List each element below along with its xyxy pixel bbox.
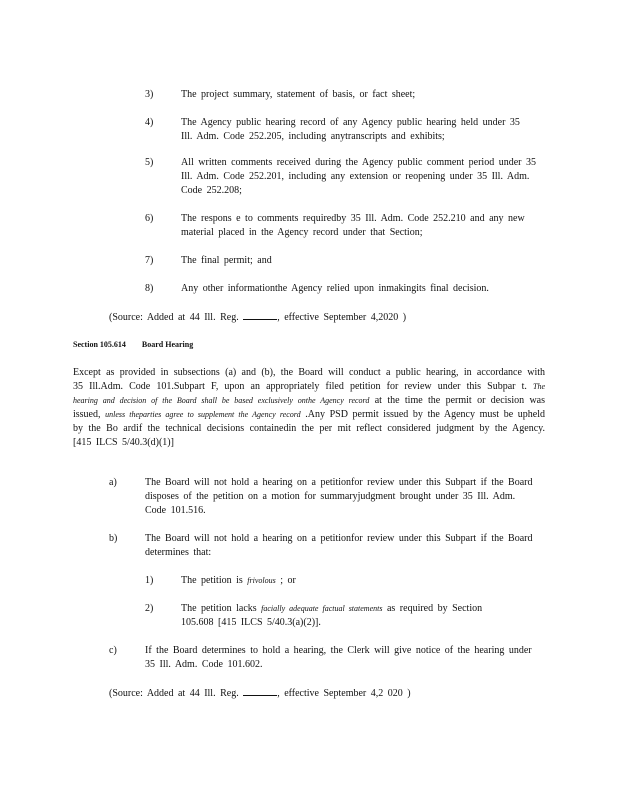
- item-text: The Agency public hearing record of any Agency public hearing held under 35 Ill. Adm. Code 252.205, including anytranscripts and exhibits;: [181, 117, 520, 142]
- item-number: 3): [145, 89, 154, 100]
- subsection-label: a): [109, 477, 117, 488]
- intro-text: Except as provided in subsections (a) and (b), the Board will conduct a public hearing, in accordance with 35 Ill.Adm. Code 101.Subpart F, upon an appropriately filed petition for review under this Subpar t.: [73, 367, 545, 392]
- blank-line: [243, 686, 277, 696]
- item-text-part: ; or: [280, 575, 296, 586]
- subsection-text: The Board will not hold a hearing on a petitionfor review under this Subpart if the Board disposes of the petition on a motion for summaryjudgment brought under 35 Ill. Adm. Code 101.516.: [145, 477, 533, 516]
- intro-text: at the time the permit or decision was issued,: [73, 395, 546, 420]
- item-text: All written comments received during the Agency public comment period under 35 Ill. Adm. Code 252.201, including any extension or reopening under 35 Ill. Adm. Code 252.208;: [181, 157, 536, 196]
- intro-paragraph: [73, 366, 545, 450]
- source-text: (Source: Added at 44 Ill. Reg.: [109, 312, 239, 323]
- section-heading: [73, 340, 207, 349]
- item-number: 6): [145, 213, 154, 224]
- item-text: [181, 574, 481, 588]
- item-italic: frivolous: [247, 576, 276, 585]
- intro-italic: unless theparties agree to supplement the Agency record: [105, 410, 301, 419]
- item-text-part: The petition is: [181, 575, 243, 586]
- blank-line: [243, 310, 277, 320]
- subsection-label: c): [109, 645, 117, 656]
- section-number: Section 105.614: [73, 340, 126, 349]
- item-number: 1): [145, 575, 154, 586]
- item-text: [181, 602, 516, 630]
- item-number: 7): [145, 255, 154, 266]
- item-text: Any other informationthe Agency relied upon inmakingits final decision.: [181, 283, 489, 294]
- item-text-part: as required by Section 105.608 [415 ILCS 5/40.3(a)(2)].: [181, 603, 483, 628]
- item-text-part: The petition lacks: [181, 603, 257, 614]
- intro-text: .Any PSD permit issued by the Agency must be upheld by the Bo ardif the technical decisions containedin the per mit reflect considered judgment by the Agency. [415 ILCS 5/40.3(d)(1)]: [73, 409, 545, 448]
- section-title: Board Hearing: [141, 340, 194, 349]
- source-note: [109, 310, 529, 325]
- item-number: 8): [145, 283, 154, 294]
- item-number: 2): [145, 603, 154, 614]
- subsection-label: b): [109, 533, 118, 544]
- source-text: , effective September 4,2020 ): [277, 312, 407, 323]
- subsection-text: The Board will not hold a hearing on a petitionfor review under this Subpart if the Board determines that:: [145, 533, 533, 558]
- source-text: , effective September 4,2 020 ): [277, 688, 411, 699]
- intro-italic: The hearing and decision of the Board shall be based exclusively onthe Agency record: [73, 382, 546, 405]
- item-text: The project summary, statement of basis, or fact sheet;: [181, 89, 416, 100]
- subsection-text: If the Board determines to hold a hearing, the Clerk will give notice of the hearing under 35 Ill. Adm. Code 101.602.: [145, 645, 532, 670]
- item-text: The respons e to comments requiredby 35 Ill. Adm. Code 252.210 and any new material placed in the Agency record under that Section;: [181, 213, 525, 238]
- item-text: The final permit; and: [181, 255, 272, 266]
- item-number: 4): [145, 117, 154, 128]
- item-italic: facially adequate factual statements: [261, 604, 383, 613]
- source-text: (Source: Added at 44 Ill. Reg.: [109, 688, 239, 699]
- item-number: 5): [145, 157, 154, 168]
- source-note: [109, 686, 529, 701]
